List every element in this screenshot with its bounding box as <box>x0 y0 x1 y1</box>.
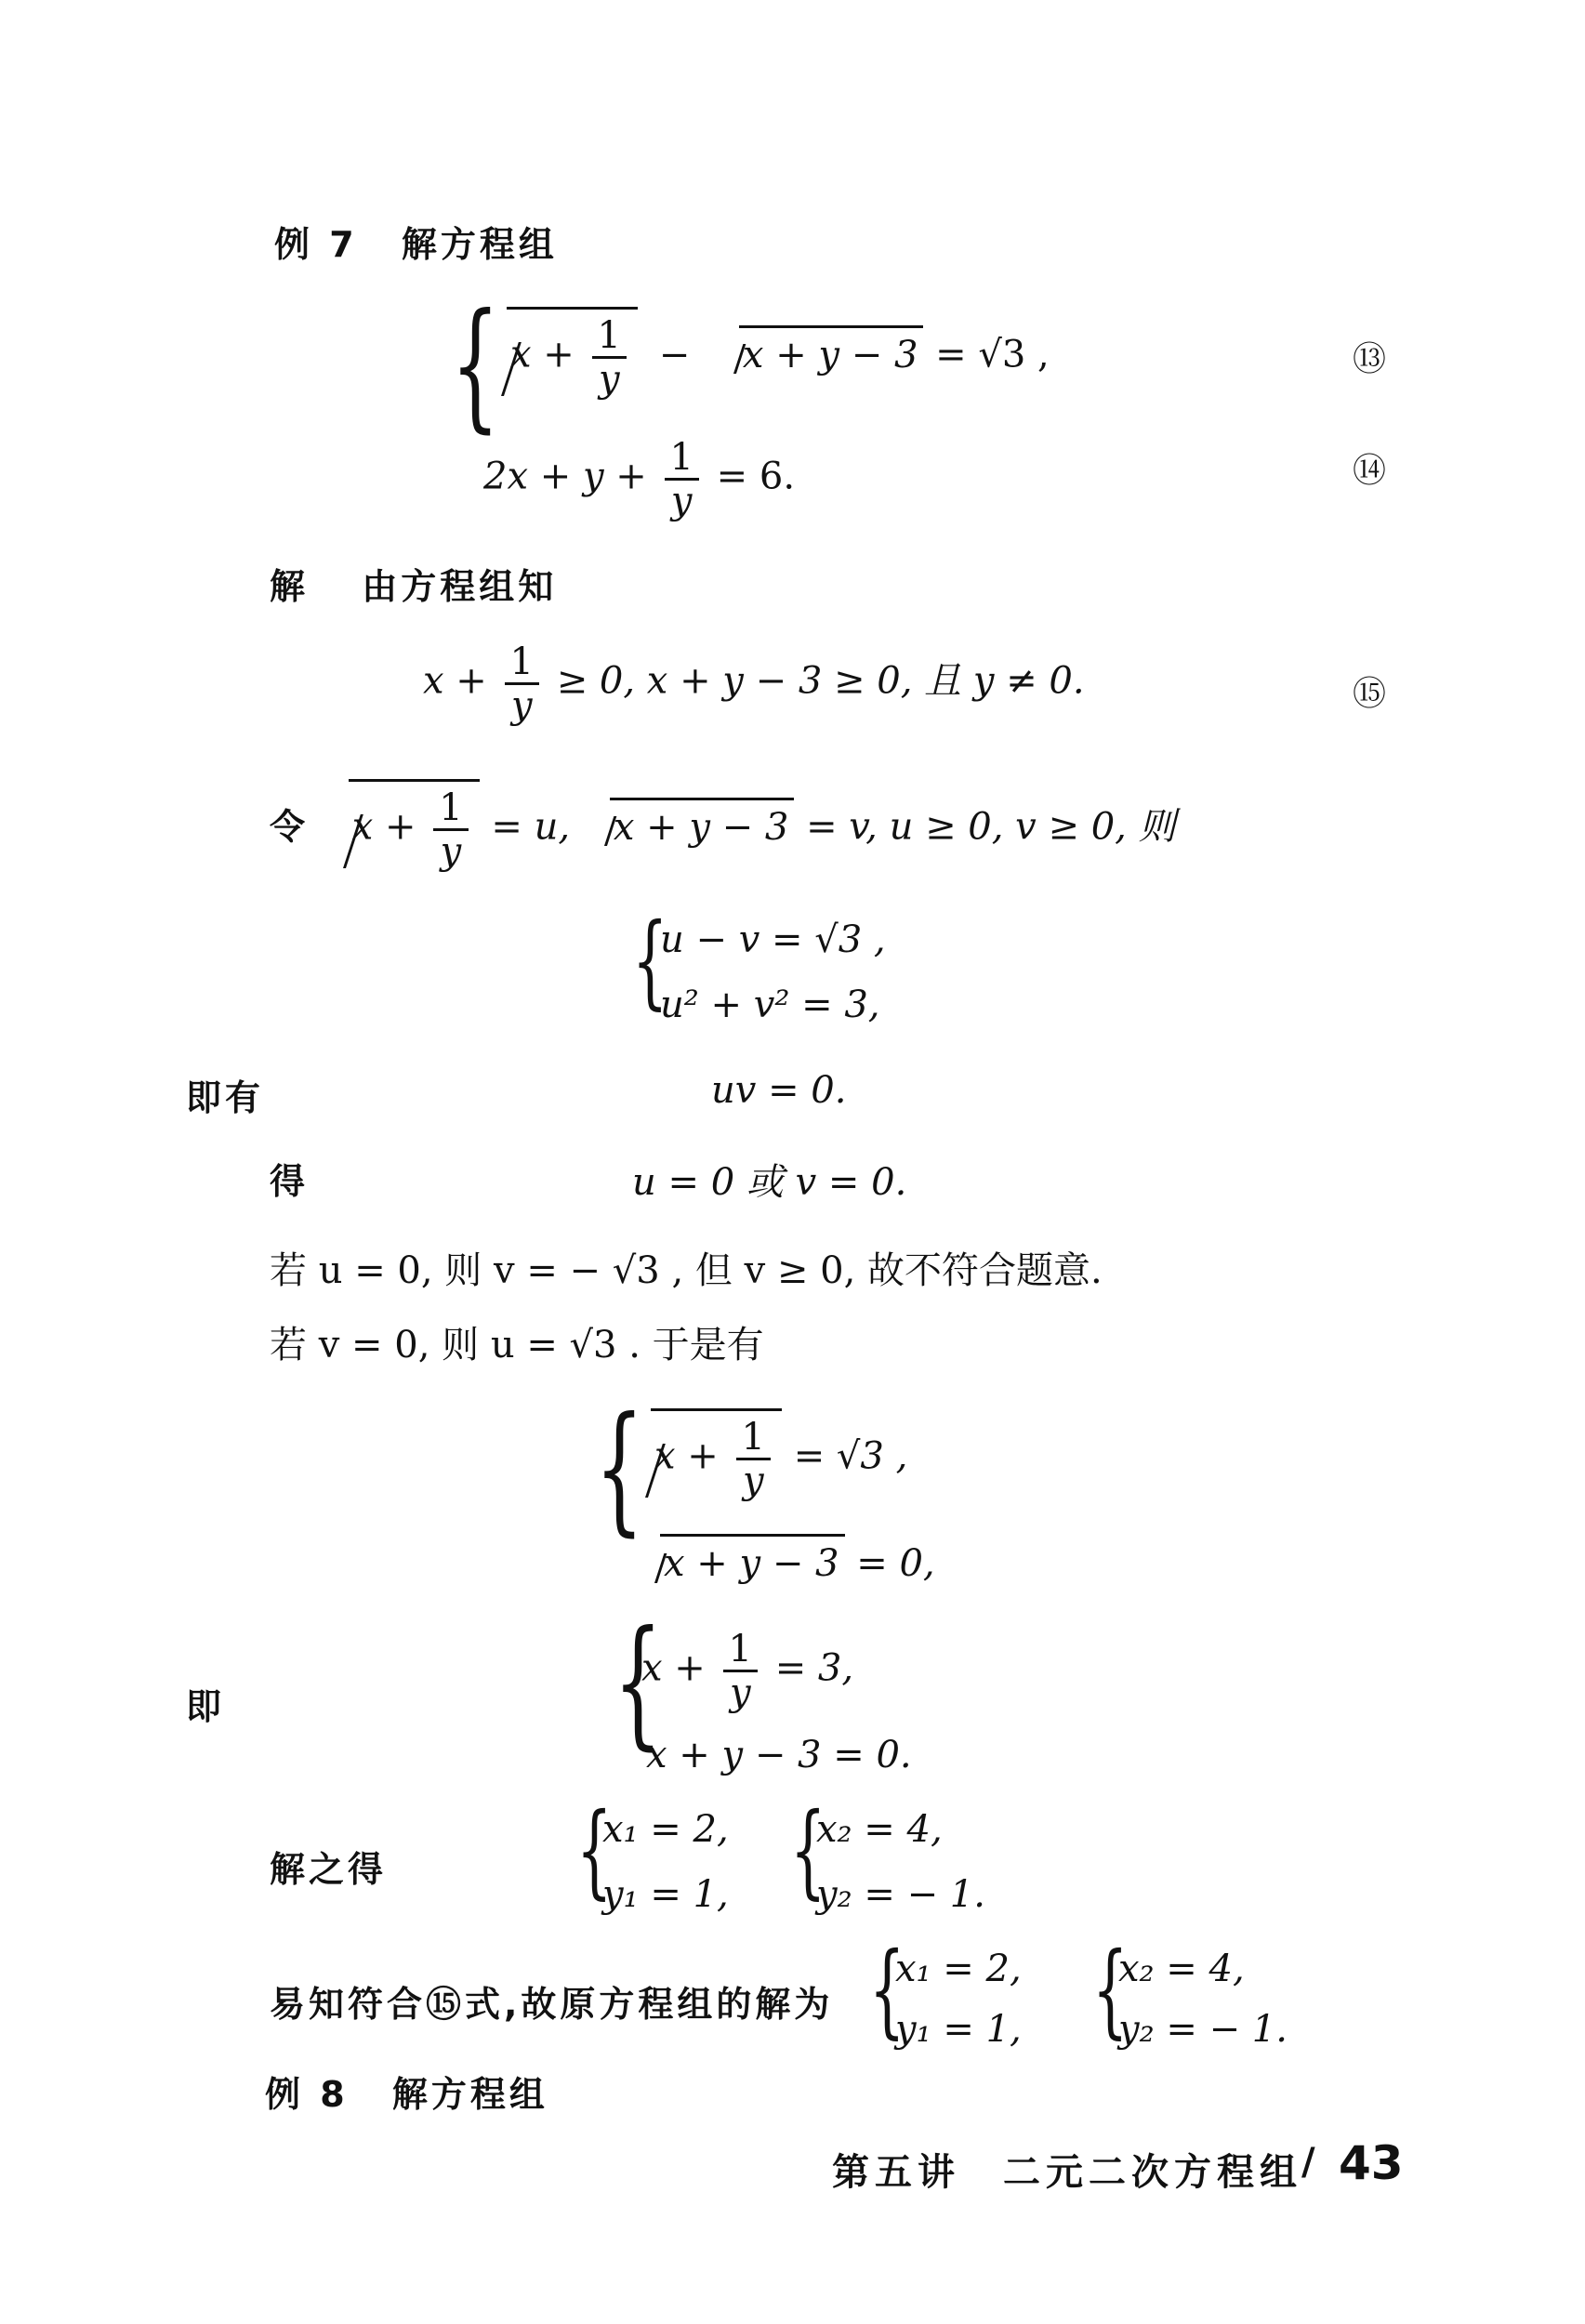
final-brace-1: { <box>869 1930 905 2049</box>
result1-eq: uv = 0. <box>711 1069 847 1112</box>
eq13-marker: ⑬ <box>1353 340 1387 378</box>
sub-tail: = v, u ≥ 0, v ≥ 0, 则 <box>806 805 1176 849</box>
system3-brace: { <box>614 1602 663 1763</box>
system1-eq14: 2x + y + $\frac{1}{y}$ = 6. <box>483 436 796 522</box>
uv-system-brace: { <box>632 901 668 1020</box>
system3-eq2: x + y − 3 = 0. <box>646 1734 912 1776</box>
solution-label: 解 <box>270 566 310 607</box>
result1-label: 即有 <box>186 1077 265 1118</box>
system2-eq1-tail: = √3 , <box>793 1434 908 1478</box>
footer-chapter: 第五讲 二元二次方程组 <box>832 2151 1302 2194</box>
final-y2: y₂ = − 1. <box>1118 2008 1288 2051</box>
example7-title: 解方程组 <box>401 224 558 265</box>
system3-eq1: x + $\frac{1}{y}$ = 3, <box>641 1628 854 1714</box>
solutions-label: 解之得 <box>270 1849 388 1890</box>
eq13-tail: = √3 , <box>935 333 1050 376</box>
eq14-marker: ⑭ <box>1353 452 1387 490</box>
example7-heading <box>274 216 558 267</box>
case2-text: 若 v = 0, 则 u = √3 . 于是有 <box>270 1324 764 1367</box>
solutions-brace-1: { <box>576 1790 613 1909</box>
sub-middle: = u, <box>491 805 571 849</box>
final-brace-2: { <box>1092 1930 1129 2049</box>
solutions-y2: y₂ = − 1. <box>816 1873 985 1916</box>
footer-separator: / <box>1301 2141 1321 2184</box>
solutions-x2: x₂ = 4, <box>816 1808 943 1851</box>
example8-title: 解方程组 <box>391 2074 548 2115</box>
solutions-brace-2: { <box>790 1790 826 1909</box>
uv-eq1: u − v = √3 , <box>660 918 886 961</box>
solution-text: 由方程组知 <box>362 566 558 607</box>
sub-lead: 令 <box>270 806 310 848</box>
eq14-tail: = 6. <box>716 455 796 498</box>
substitution-line: 令 x + $\frac{1}{y}$ = u, x + y − 3 = v, u ≥ 0, v ≥ 0, 则 <box>270 779 1176 872</box>
example8-heading <box>265 2066 548 2117</box>
solution-intro <box>270 558 557 609</box>
solutions-y1: y₁ = 1, <box>602 1873 729 1916</box>
system3-label: 即 <box>186 1686 226 1727</box>
system1-eq13: x + $\frac{1}{y}$ − x + y − 3 = √3 , <box>479 307 1050 400</box>
final-x2: x₂ = 4, <box>1118 1948 1245 1990</box>
system3-eq1-tail: = 3, <box>774 1646 854 1690</box>
uv-eq2: u² + v² = 3, <box>660 984 880 1026</box>
system2-brace: { <box>595 1388 644 1550</box>
final-y1: y₁ = 1, <box>895 2008 1022 2051</box>
eq14-text: 2x + y + <box>483 455 659 498</box>
condition-text: ≥ 0, x + y − 3 ≥ 0, 且 y ≠ 0. <box>556 659 1085 703</box>
system2-eq2-tail: = 0, <box>856 1542 935 1585</box>
system2-eq1: x + $\frac{1}{y}$ = √3 , <box>623 1408 907 1501</box>
solutions-x1: x₁ = 2, <box>602 1808 729 1851</box>
page-number: 43 <box>1339 2136 1404 2190</box>
result2-eq: u = 0 或 v = 0. <box>632 1161 907 1204</box>
example8-label: 例 8 <box>265 2074 349 2115</box>
final-text: 易知符合⑮式,故原方程组的解为 <box>270 1984 834 2025</box>
eq15-marker: ⑮ <box>1353 675 1387 713</box>
system2-eq2: x + y − 3 = 0, <box>632 1534 935 1585</box>
condition-line: x + $\frac{1}{y}$ ≥ 0, x + y − 3 ≥ 0, 且 y ≠ 0. <box>423 640 1085 727</box>
case1-text: 若 u = 0, 则 v = − √3 , 但 v ≥ 0, 故不符合题意. <box>270 1249 1103 1292</box>
example7-label: 例 7 <box>274 224 358 265</box>
result2-label: 得 <box>270 1161 310 1202</box>
system1-brace: { <box>451 284 500 446</box>
final-x1: x₁ = 2, <box>895 1948 1022 1990</box>
